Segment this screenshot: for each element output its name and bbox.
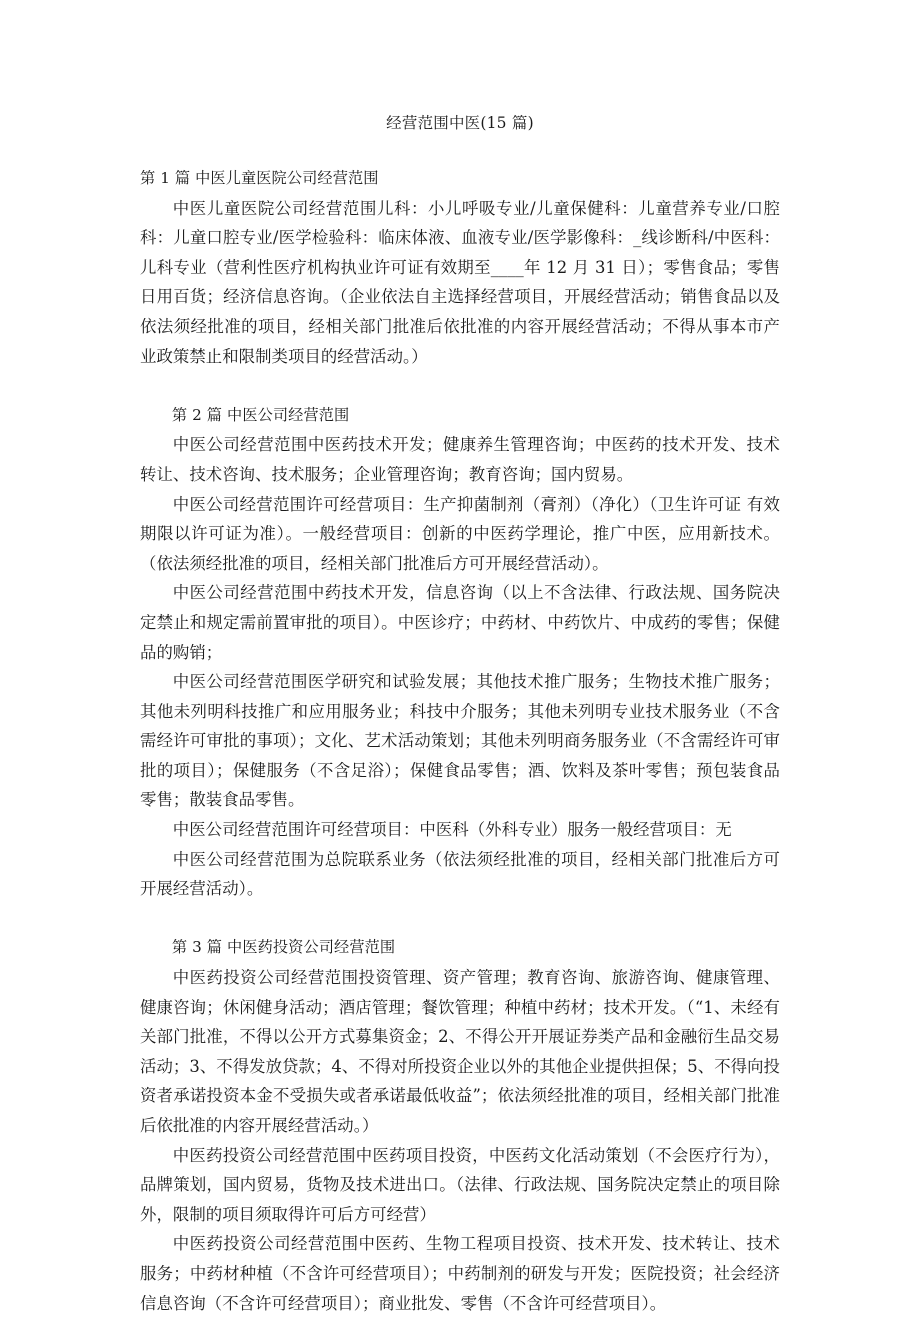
section-paragraph: 中医公司经营范围许可经营项目：生产抑菌制剂（膏剂）（净化）（卫生许可证 有效期限以许可证为准）。一般经营项目：创新的中医药学理论，推广中医，应用新技术。（依法须经批准的项目，经相关部门批准后方可开展经营活动）。: [140, 494, 780, 573]
section-heading: 第 1 篇 中医儿童医院公司经营范围: [140, 169, 379, 187]
section-paragraph: 中医药投资公司经营范围中医药项目投资，中医药文化活动策划（不会医疗行为），品牌策划，国内贸易，货物及技术进出口。（法律、行政法规、国务院决定禁止的项目除外，限制的项目须取得许可后方可经营）: [140, 1145, 780, 1224]
document-section: [140, 933, 780, 1318]
section-paragraph: 中医药投资公司经营范围中医药、生物工程项目投资、技术开发、技术转让、技术服务；中药材种植（不含许可经营项目）；中药制剂的研发与开发；医院投资；社会经济信息咨询（不含许可经营项目）；商业批发、零售（不含许可经营项目）。: [140, 1234, 780, 1313]
document-section: [140, 164, 780, 371]
section-paragraph: 中医药投资公司经营范围投资管理、资产管理；教育咨询、旅游咨询、健康管理、健康咨询；休闲健身活动；酒店管理；餐饮管理；种植中药材；技术开发。（“1、未经有关部门批准，不得以公开方式募集资金；2、不得公开开展证券类产品和金融衍生品交易活动；3、不得发放贷款；4、不得对所投资企业以外的其他企业提供担保；5、不得向投资者承诺投资本金不受损失或者承诺最低收益”；依法须经批准的项目，经相关部门批准后依批准的内容开展经营活动。）: [140, 968, 780, 1135]
section-gap: [140, 371, 780, 401]
section-gap: [140, 904, 780, 934]
section-paragraph: 中医儿童医院公司经营范围儿科：小儿呼吸专业/儿童保健科：儿童营养专业/口腔科：儿童口腔专业/医学检验科：临床体液、血液专业/医学影像科：_线诊断科/中医科：儿科专业（营利性医疗机构执业许可证有效期至____年 12 月 31 日）；零售食品；零售日用百货；经济信息咨询。（企业依法自主选择经营项目，开展经营活动；销售食品以及依法须经批准的项目，经相关部门批准后依批准的内容开展经营活动；不得从事本市产业政策禁止和限制类项目的经营活动。）: [140, 198, 780, 366]
section-paragraph: 中医公司经营范围为总院联系业务（依法须经批准的项目，经相关部门批准后方可开展经营活动）。: [140, 849, 780, 899]
section-paragraph: 中医公司经营范围许可经营项目：中医科（外科专业）服务一般经营项目：无: [172, 820, 732, 840]
document-body: [0, 164, 920, 1318]
document-section: [140, 401, 780, 904]
section-heading: 第 3 篇 中医药投资公司经营范围: [171, 938, 396, 957]
section-paragraph: 中医公司经营范围中医药技术开发；健康养生管理咨询；中医药的技术开发、技术转让、技术咨询、技术服务；企业管理咨询；教育咨询；国内贸易。: [140, 435, 780, 484]
section-paragraph: 中医公司经营范围中药技术开发，信息咨询（以上不含法律、行政法规、国务院决定禁止和规定需前置审批的项目）。中医诊疗；中药材、中药饮片、中成药的零售；保健品的购销；: [140, 583, 780, 662]
section-paragraph: 中医公司经营范围医学研究和试验发展；其他技术推广服务；生物技术推广服务；其他未列明科技推广和应用服务业；科技中介服务；其他未列明专业技术服务业（不含需经许可审批的事项）；文化、艺术活动策划；其他未列明商务服务业（不含需经许可审批的项目）；保健服务（不含足浴）；保健食品零售；酒、饮料及茶叶零售；预包装食品零售；散装食品零售。: [140, 672, 780, 810]
page-title: 经营范围中医(15 篇): [386, 114, 534, 132]
section-heading: 第 2 篇 中医公司经营范围: [171, 405, 350, 424]
